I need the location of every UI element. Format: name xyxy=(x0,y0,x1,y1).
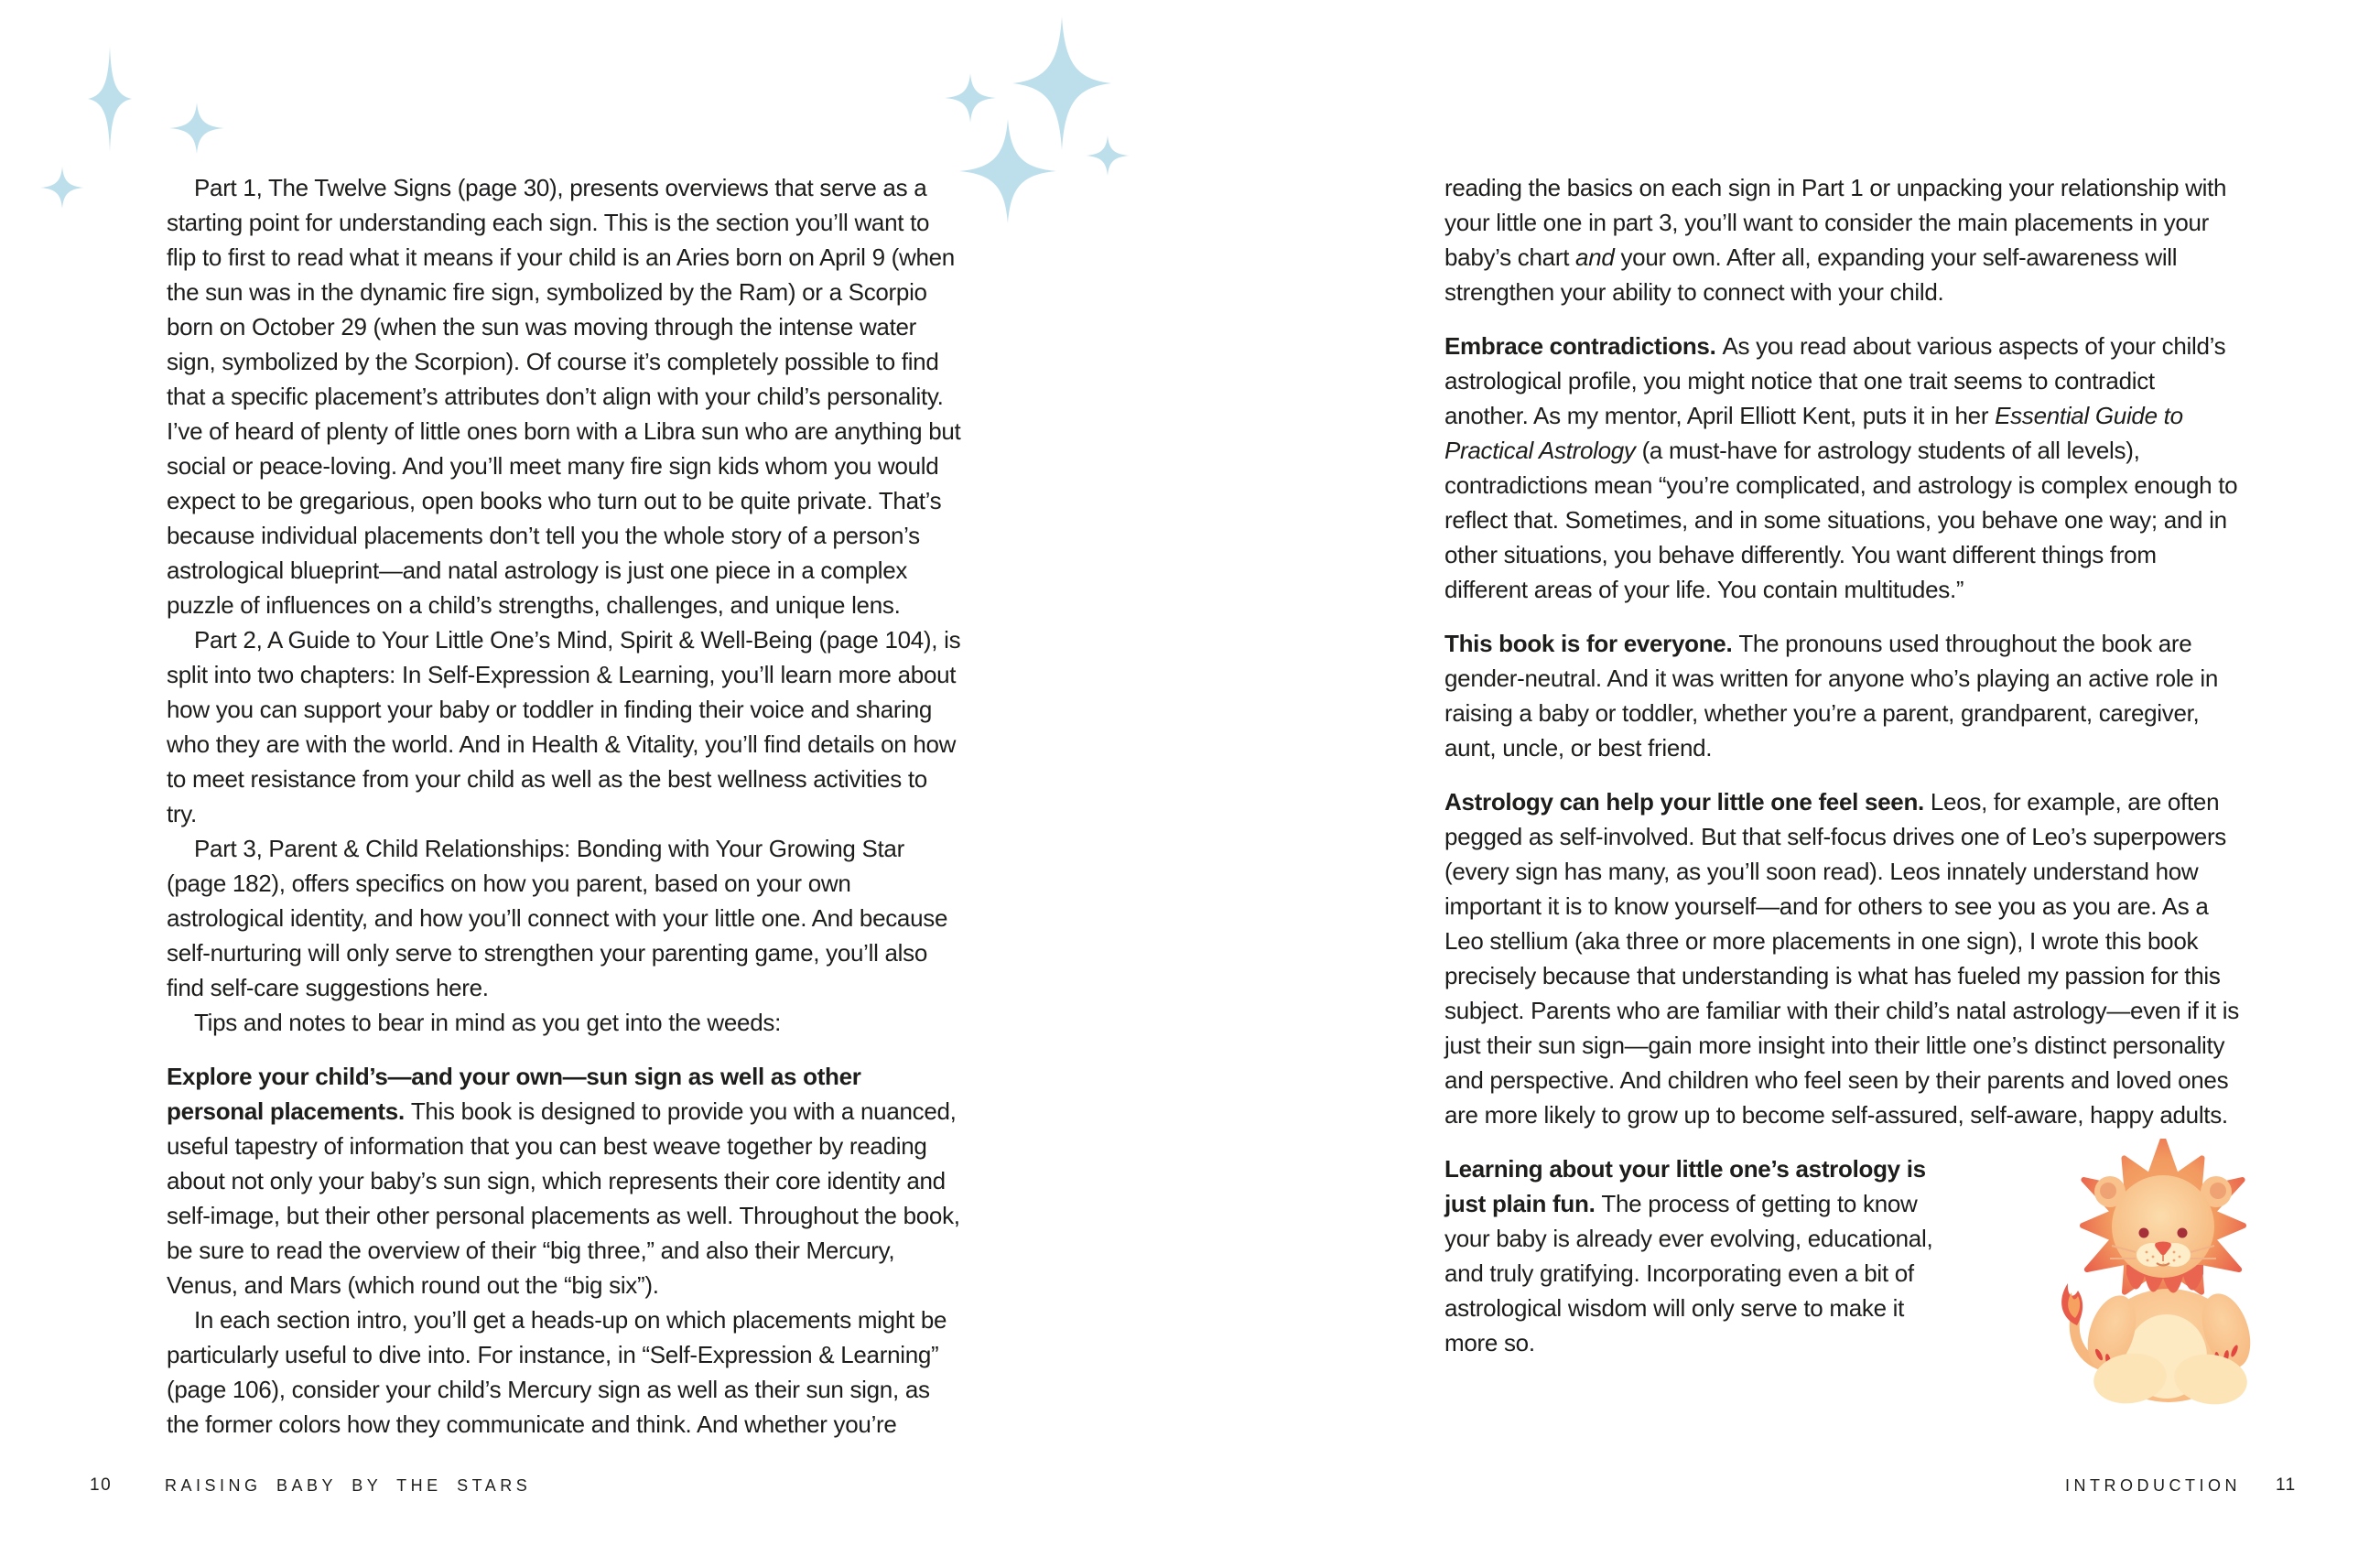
paragraph-section-intro: In each section intro, you’ll get a heads-up on which placements might be particularly useful to dive into. For instance, in “Self-Expression & Learning” (page 106), consider your child’s Mercury sign as well as their sun sign, as the former colors how they communicate and think. And whether you’re xyxy=(167,1306,947,1438)
paragraph-part3: Part 3, Parent & Child Relationships: Bonding with Your Growing Star (page 182), offers specifics on how you parent, based on your own astrological identity, and how you’ll connect with your little one. And because self-nurturing will only serve to strengthen your parenting game, you’ll also find self-care suggestions here. xyxy=(167,835,948,1001)
lion-ear-left-inner xyxy=(2100,1183,2116,1199)
sparkle-icon xyxy=(945,73,996,123)
right-page-number: 11 xyxy=(2276,1475,2297,1495)
lion-freckle xyxy=(2173,1259,2176,1262)
paragraph-plain-fun: Learning about your little one’s astrology is just plain fun. The process of getting to know your baby is already ever evolving, educational, and truly gratifying. Incorporating even a bit of astrological wisdom will only serve to make it more so. xyxy=(1444,1155,1933,1356)
lion-freckle xyxy=(2152,1256,2155,1259)
lion-freckle xyxy=(2147,1259,2149,1262)
left-running-footer: RAISING BABY BY THE STARS xyxy=(165,1476,532,1495)
sparkle-icon xyxy=(1086,135,1130,176)
lion-freckle xyxy=(2179,1256,2181,1259)
sparkle-icon xyxy=(40,167,84,209)
paragraph-part1: Part 1, The Twelve Signs (page 30), presents overviews that serve as a starting point for understanding each sign. This is the section you’ll want to flip to first to read what it means if your child is an Aries born on April 9 (when the sun was in the dynamic fire sign, symbolized by the Ram) or a Scorpio born on October 29 (when the sun was moving through the intense water sign, symbolized by the Scorpion). Of course it’s completely possible to find that a specific placement’s attributes don’t align with your child’s personality. I’ve of heard of plenty of little ones born with a Libra sun who are anything but social or peace-loving. And you’ll meet many fire sign kids whom you would expect to be gregarious, open books who turn out to be quite private. That’s because individual placements don’t tell you the whole story of a person’s astrological blueprint—and natal astrology is just one piece in a complex puzzle of influences on a child’s strengths, challenges, and unique lens. xyxy=(167,174,961,619)
paragraph-part2: Part 2, A Guide to Your Little One’s Mind, Spirit & Well-Being (page 104), is split into two chapters: In Self-Expression & Learning, you’ll learn more about how you can support your baby or toddler in finding their voice and sharing who they are with the world. And in Health & Vitality, you’ll find details on how to meet resistance from your child as well as the best wellness activities to try. xyxy=(167,626,961,827)
left-page-text-column xyxy=(167,170,961,1442)
paragraph-feel-seen: Astrology can help your little one feel seen. Leos, for example, are often pegged as self-involved. But that self-focus drives one of Leo’s superpowers (every sign has many, as you’ll soon read). Leos innately understand how important it is to know yourself—and for others to see you as you are. As a Leo stellium (aka three or more placements in one sign), I wrote this book precisely because that understanding is what has fueled my passion for this subject. Parents who are familiar with their child’s natal astrology—even if it is just their sun sign—gain more insight into their little one’s distinct personality and perspective. And children who feel seen by their parents and loved ones are more likely to grow up to become self-assured, self-aware, happy adults. xyxy=(1444,788,2239,1129)
right-running-footer: INTRODUCTION xyxy=(2065,1476,2241,1495)
paragraph-explore-placements: Explore your child’s—and your own—sun sign as well as other personal placements. This book is designed to provide you with a nuanced, useful tapestry of information that you can best weave together by reading about not only your baby’s sun sign, which represents their core identity and self-image, but their other personal placements as well. Throughout the book, be sure to read the overview of their “big three,” and also their Mercury, Venus, and Mars (which round out the “big six”). xyxy=(167,1063,960,1299)
sparkle-icon xyxy=(169,103,224,154)
lion-freckle xyxy=(2146,1251,2148,1254)
lion-ear-right-inner xyxy=(2210,1183,2226,1199)
sparkle-icon xyxy=(959,119,1056,223)
leo-lion-illustration xyxy=(2054,1139,2285,1406)
lion-eye-left xyxy=(2139,1228,2149,1238)
paragraph-book-for-everyone: This book is for everyone. The pronouns used throughout the book are gender-neutral. And it was written for anyone who’s playing an active role in raising a baby or toddler, whether you’re a parent, grandparent, caregiver, aunt, uncle, or best friend. xyxy=(1444,630,2219,762)
paragraph-continuation: reading the basics on each sign in Part 1 or unpacking your relationship with your little one in part 3, you’ll want to consider the main placements in your baby’s chart and your own. After all, expanding your self-awareness will strengthen your ability to connect with your child. xyxy=(1444,174,2227,306)
lion-freckle xyxy=(2173,1251,2176,1254)
left-page-number: 10 xyxy=(90,1475,113,1495)
sparkle-icon xyxy=(88,46,132,152)
lion-eye-right xyxy=(2178,1228,2188,1238)
paragraph-tips-intro: Tips and notes to bear in mind as you get into the weeds: xyxy=(194,1009,782,1036)
paragraph-embrace-contradictions: Embrace contradictions. As you read about various aspects of your child’s astrological profile, you might notice that one trait seems to contradict another. As my mentor, April Elliott Kent, puts it in her Essential Guide to Practical Astrology (a must-have for astrology students of all levels), contradictions mean “you’re complicated, and astrology is complex enough to reflect that. Sometimes, and in some situations, you behave one way; and in other situations, you behave differently. You want different things from different areas of your life. You contain multitudes.” xyxy=(1444,332,2238,603)
